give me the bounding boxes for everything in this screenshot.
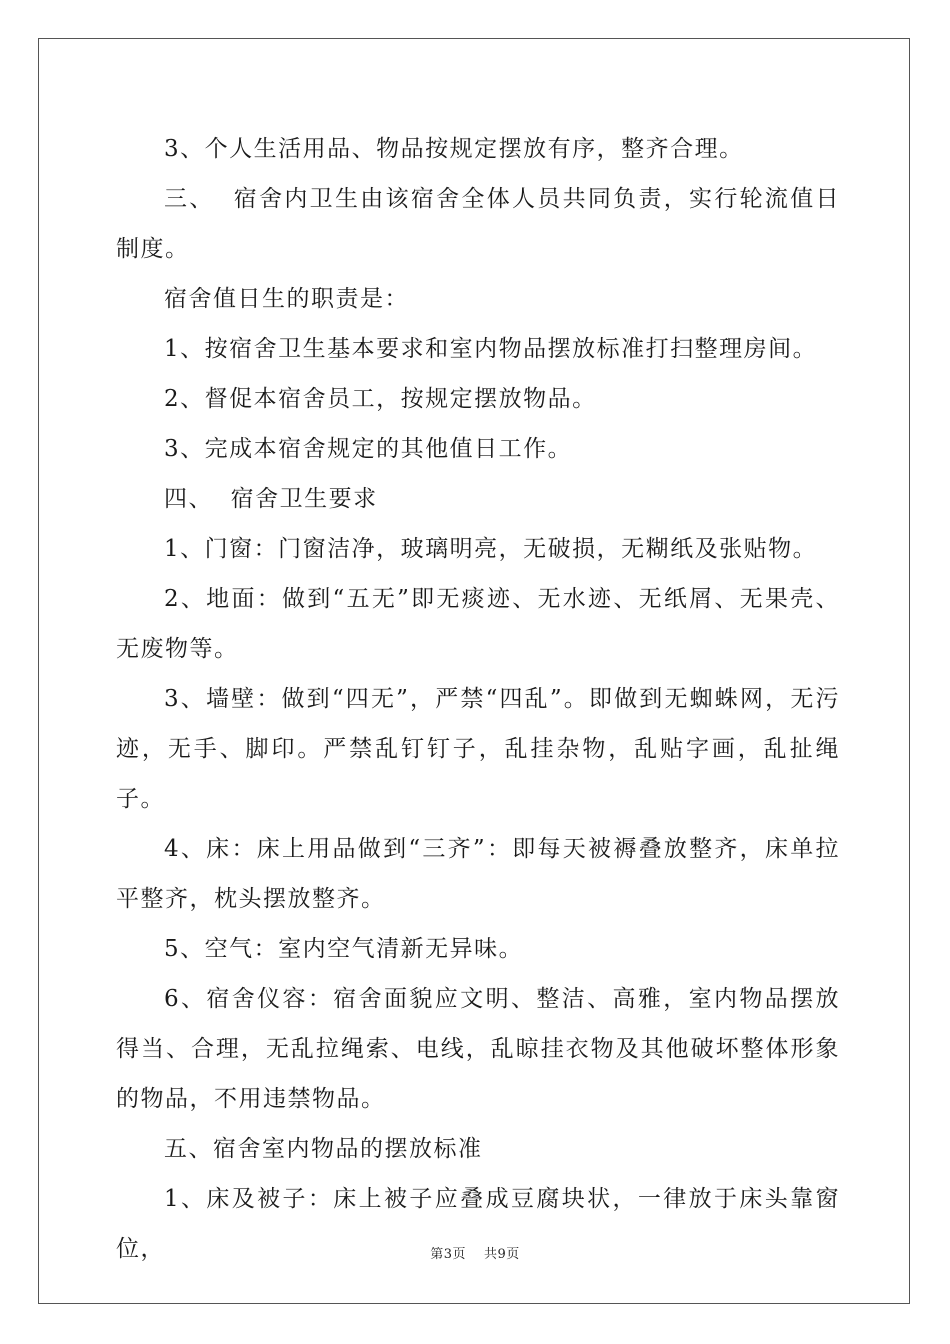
paragraph: 3、个人生活用品、物品按规定摆放有序，整齐合理。 xyxy=(164,136,744,162)
paragraph: 1、门窗：门窗洁净，玻璃明亮，无破损，无糊纸及张贴物。 xyxy=(164,536,818,562)
paragraph: 2、督促本宿舍员工，按规定摆放物品。 xyxy=(164,386,597,412)
paragraph: 1、床及被子：床上被子应叠成豆腐块状，一律放于床头靠窗位， xyxy=(116,1186,840,1262)
paragraph: 1、按宿舍卫生基本要求和室内物品摆放标准打扫整理房间。 xyxy=(164,336,818,362)
paragraph: 2、地面：做到“五无”即无痰迹、无水迹、无纸屑、无果壳、无废物等。 xyxy=(116,586,840,662)
paragraph: 三、 宿舍内卫生由该宿舍全体人员共同负责，实行轮流值日制度。 xyxy=(116,186,840,262)
paragraph: 4、床：床上用品做到“三齐”：即每天被褥叠放整齐，床单拉平整齐，枕头摆放整齐。 xyxy=(116,836,840,912)
total-pages-label: 共9页 xyxy=(484,1247,520,1262)
paragraph: 3、墙壁：做到“四无”，严禁“四乱”。即做到无蜘蛛网，无污迹，无手、脚印。严禁乱钉钉子，乱挂杂物，乱贴字画，乱扯绳子。 xyxy=(116,686,840,812)
paragraph: 6、宿舍仪容：宿舍面貌应文明、整洁、高雅，室内物品摆放得当、合理，无乱拉绳索、电线，乱晾挂衣物及其他破坏整体形象的物品，不用违禁物品。 xyxy=(116,986,840,1112)
paragraph: 5、空气：室内空气清新无异味。 xyxy=(164,936,524,962)
current-page-label: 第3页 xyxy=(430,1247,466,1262)
paragraph: 宿舍值日生的职责是： xyxy=(164,286,409,312)
section-heading: 四、 宿舍卫生要求 xyxy=(164,486,378,512)
paragraph: 3、完成本宿舍规定的其他值日工作。 xyxy=(164,436,573,462)
section-heading: 五、宿舍室内物品的摆放标准 xyxy=(164,1136,483,1162)
document-body xyxy=(116,124,840,1274)
page-footer xyxy=(0,1243,950,1262)
